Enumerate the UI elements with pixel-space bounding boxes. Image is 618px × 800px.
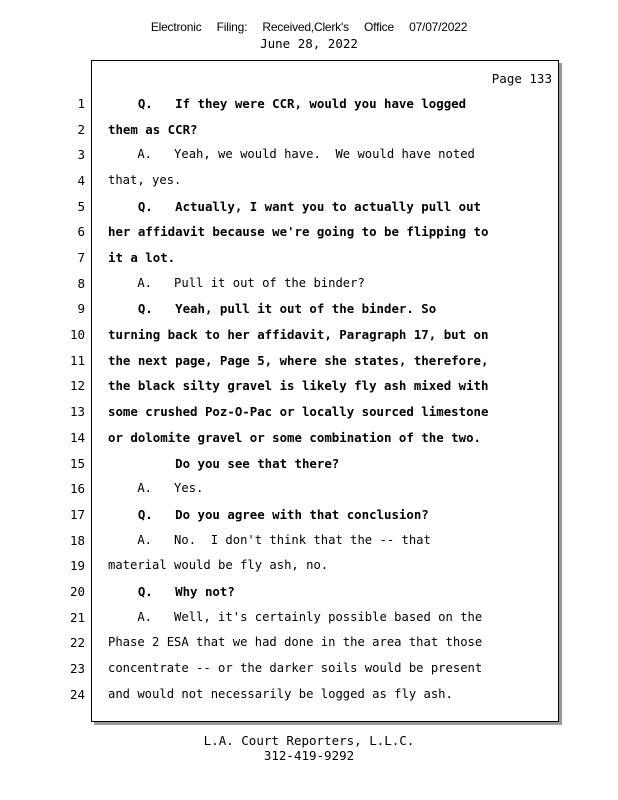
line-number: 18 bbox=[69, 533, 85, 548]
question-line: Q. Do you agree with that conclusion? bbox=[108, 507, 429, 522]
line-number: 15 bbox=[69, 456, 85, 471]
answer-line: and would not necessarily be logged as fly ash. bbox=[108, 687, 453, 701]
page-number: Page 133 bbox=[491, 71, 552, 86]
line-number: 4 bbox=[77, 173, 85, 188]
question-line: it a lot. bbox=[108, 250, 176, 265]
line-number: 19 bbox=[69, 558, 85, 573]
line-number: 2 bbox=[77, 122, 85, 137]
reporter-company: L.A. Court Reporters, L.L.C. bbox=[203, 733, 415, 748]
question-line: or dolomite gravel or some combination of the two. bbox=[108, 430, 481, 445]
line-number: 3 bbox=[77, 147, 85, 162]
line-number: 13 bbox=[69, 404, 85, 419]
line-number: 23 bbox=[69, 661, 85, 676]
answer-line: A. Well, it's certainly possible based on the bbox=[108, 610, 483, 624]
answer-line: concentrate -- or the darker soils would be present bbox=[108, 661, 483, 675]
answer-line: A. Pull it out of the binder? bbox=[108, 276, 365, 290]
line-number: 17 bbox=[69, 507, 85, 522]
line-number: 6 bbox=[77, 224, 85, 239]
question-line: the next page, Page 5, where she states, therefore, bbox=[108, 353, 489, 368]
answer-line: A. Yes. bbox=[108, 481, 204, 495]
line-number: 12 bbox=[69, 378, 85, 393]
line-number: 24 bbox=[69, 687, 85, 702]
question-line: the black silty gravel is likely fly ash mixed with bbox=[108, 378, 489, 393]
line-number: 16 bbox=[69, 481, 85, 496]
answer-line: Phase 2 ESA that we had done in the area that those bbox=[108, 635, 483, 649]
answer-line: material would be fly ash, no. bbox=[108, 558, 329, 572]
line-number: 5 bbox=[77, 199, 85, 214]
answer-line: A. No. I don't think that the -- that bbox=[108, 533, 431, 547]
line-number: 8 bbox=[77, 276, 85, 291]
question-line: some crushed Poz-O-Pac or locally sourced limestone bbox=[108, 404, 489, 419]
line-number: 11 bbox=[69, 353, 85, 368]
line-number: 21 bbox=[69, 610, 85, 625]
answer-line: that, yes. bbox=[108, 173, 182, 187]
question-line: them as CCR? bbox=[108, 122, 198, 137]
e-filing-stamp bbox=[0, 20, 618, 34]
stamp-filing: Filing: bbox=[216, 20, 248, 34]
line-number: 10 bbox=[69, 327, 85, 342]
line-number: 20 bbox=[69, 584, 85, 599]
deposition-date: June 28, 2022 bbox=[260, 36, 358, 51]
reporter-phone: 312-419-9292 bbox=[263, 748, 355, 763]
line-number: 14 bbox=[69, 430, 85, 445]
question-line: Q. Yeah, pull it out of the binder. So bbox=[108, 301, 437, 316]
stamp-date: 07/07/2022 bbox=[409, 20, 468, 34]
stamp-received: Received,Clerk's bbox=[262, 20, 349, 34]
question-line: Q. If they were CCR, would you have logged bbox=[108, 96, 467, 111]
line-number: 1 bbox=[77, 96, 85, 111]
line-number: 7 bbox=[77, 250, 85, 265]
answer-line: A. Yeah, we would have. We would have noted bbox=[108, 147, 475, 161]
question-line: Q. Actually, I want you to actually pull out bbox=[108, 199, 481, 214]
question-line: Q. Why not? bbox=[108, 584, 235, 599]
stamp-electronic: Electronic bbox=[150, 20, 202, 34]
stamp-office: Office bbox=[364, 20, 394, 34]
question-line: Do you see that there? bbox=[108, 456, 340, 471]
line-number: 9 bbox=[77, 301, 85, 316]
question-line: her affidavit because we're going to be flipping to bbox=[108, 224, 489, 239]
question-line: turning back to her affidavit, Paragraph 17, but on bbox=[108, 327, 489, 342]
line-number: 22 bbox=[69, 635, 85, 650]
